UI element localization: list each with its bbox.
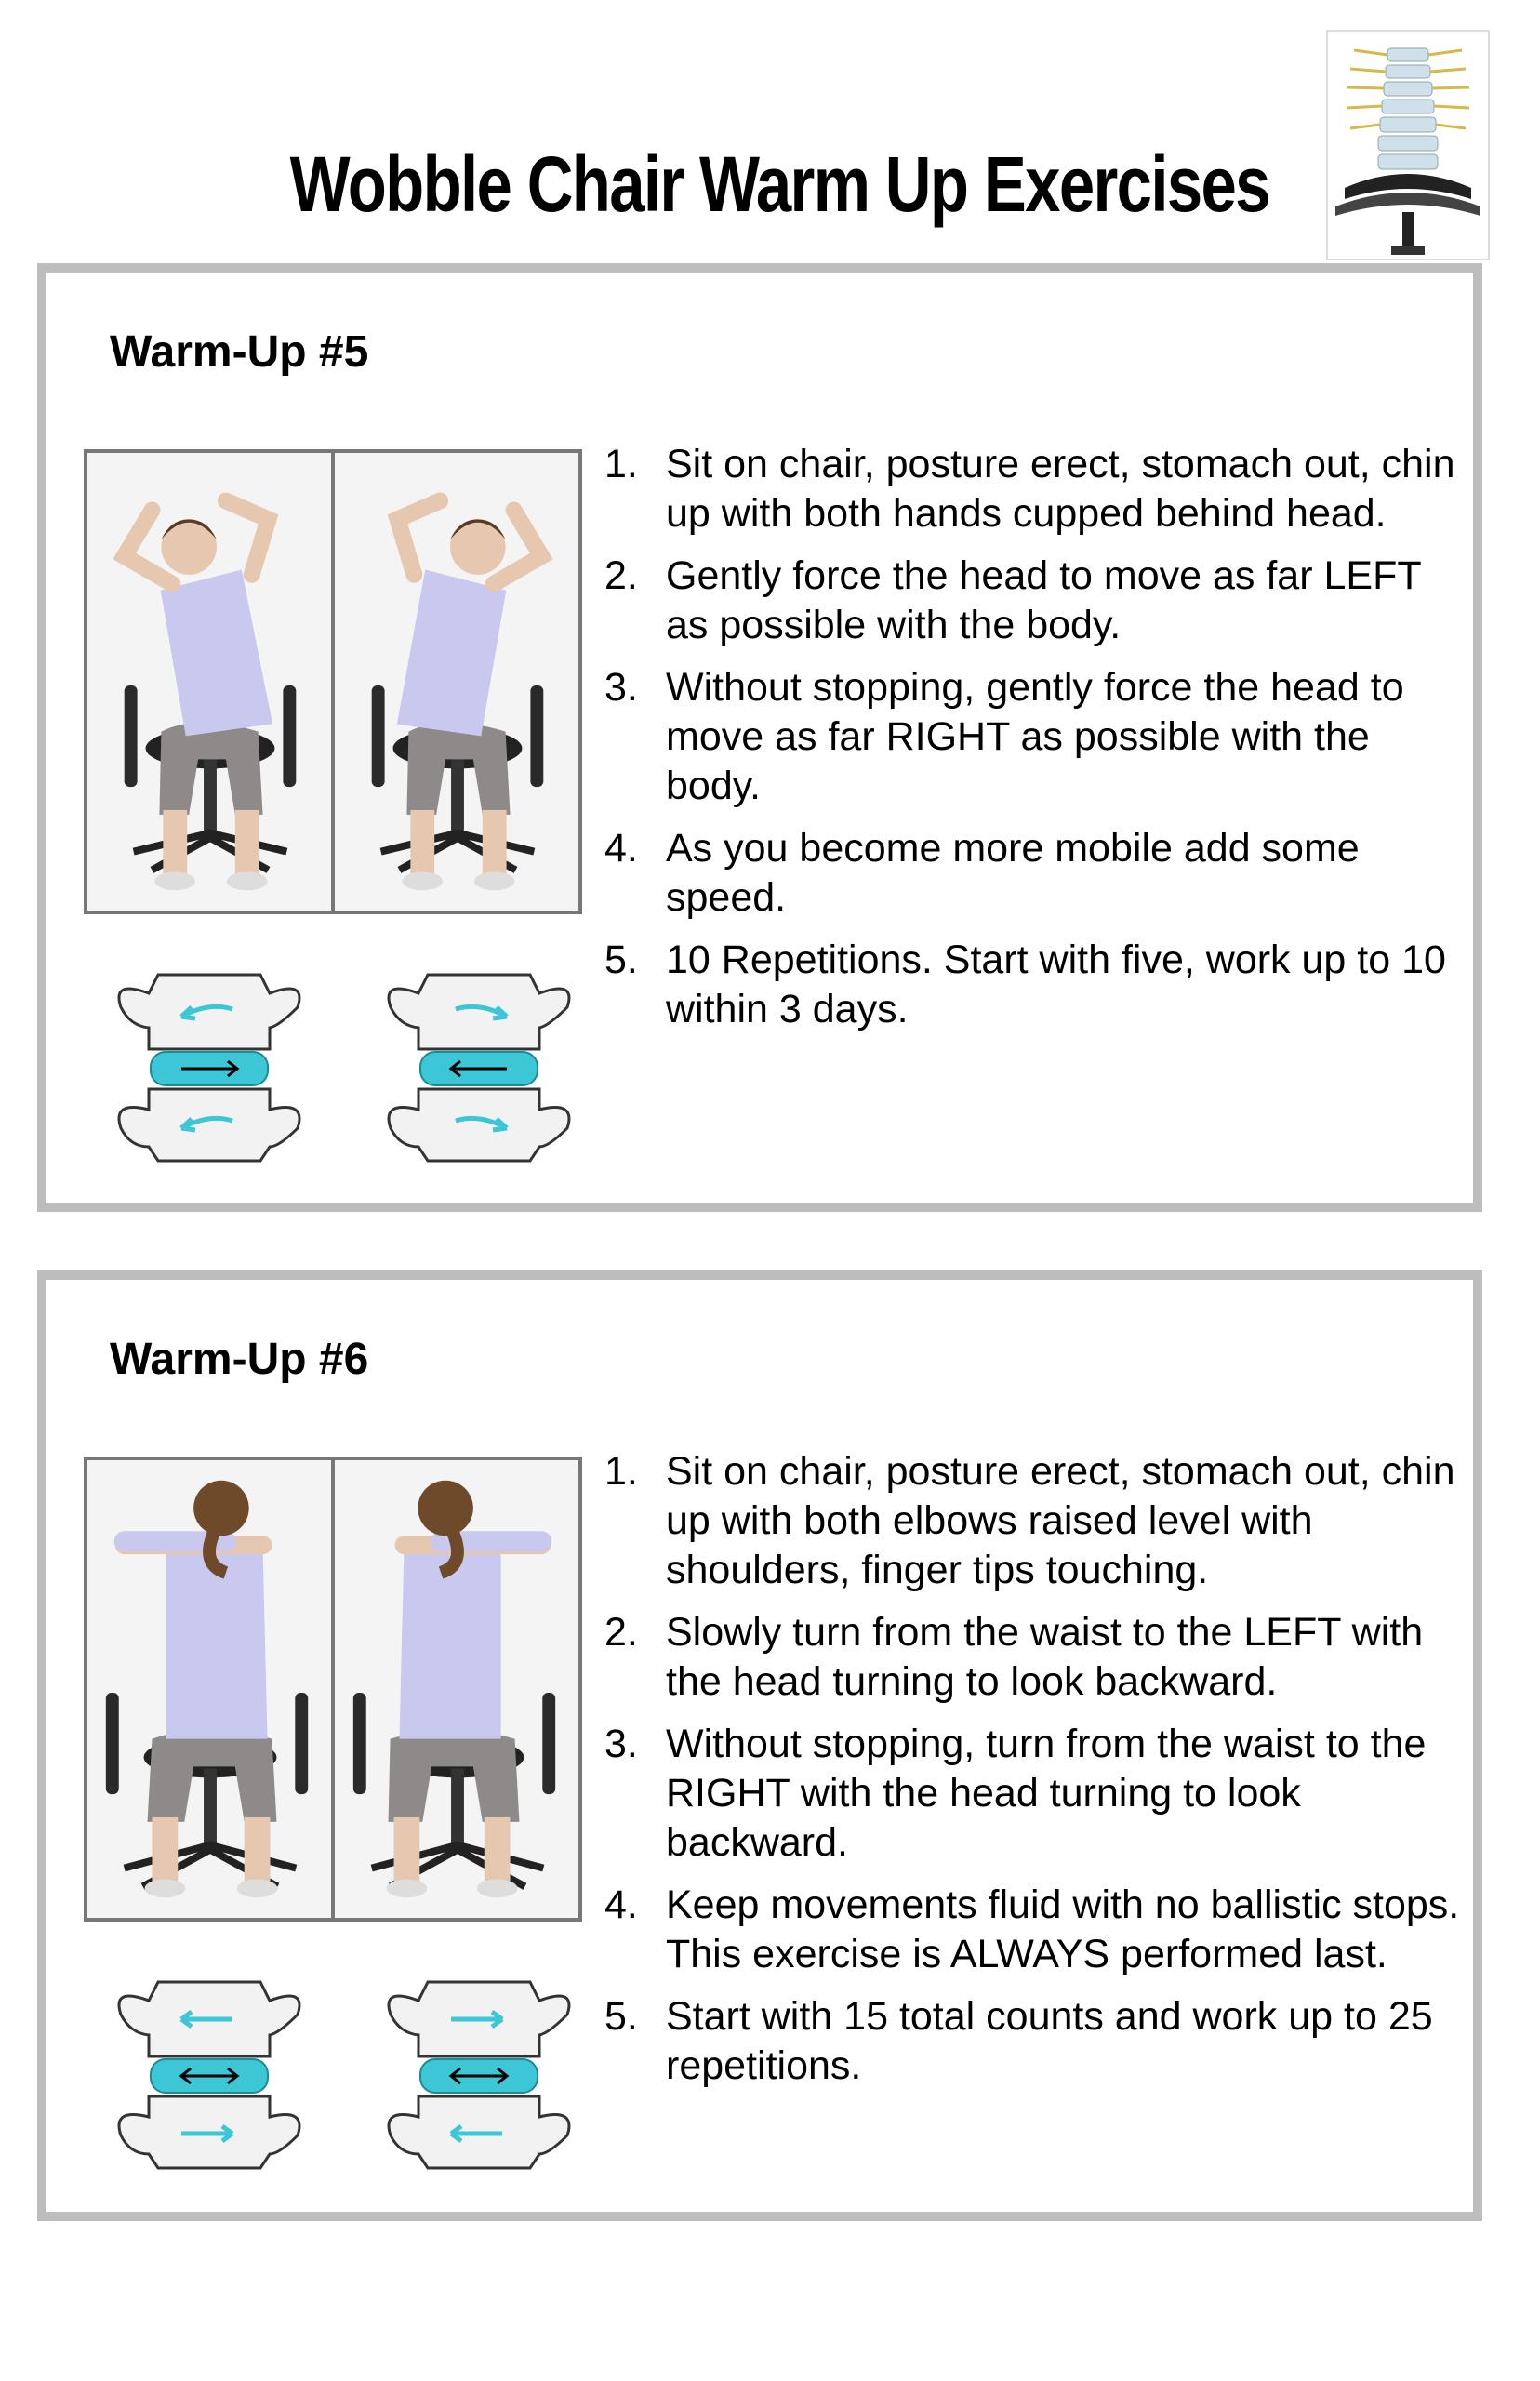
vertebra-rotation-icon: [363, 1968, 595, 2182]
warm-up-6-panel: [37, 1270, 1482, 2221]
step-item: 5. 10 Repetitions. Start with five, work up to 10 within 3 days.: [604, 938, 1446, 1031]
vertebra-rotation-icon: [93, 1968, 325, 2182]
page-title: Wobble Chair Warm Up Exercises: [289, 140, 1269, 228]
warm-up-6-photos: [84, 1457, 582, 1922]
photo-twist-right: [331, 1460, 578, 1918]
photo-lean-right: [331, 453, 578, 911]
warm-up-5-steps: [604, 440, 1469, 1047]
warm-up-5-panel: [37, 263, 1482, 1212]
step-item: 1. Sit on chair, posture erect, stomach out, chin up with both elbows raised level with shoulders, finger tips touching.: [604, 1449, 1455, 1592]
vertebra-rotation-icon: [93, 961, 325, 1175]
warm-up-5-photos: [84, 449, 582, 914]
step-item: 2. Gently force the head to move as far LEFT as possible with the body.: [604, 553, 1421, 647]
step-item: 4. As you become more mobile add some speed.: [604, 826, 1360, 920]
spine-chair-logo-icon: [1326, 30, 1490, 260]
warm-up-5-vertebrae: [93, 961, 595, 1175]
warm-up-6-steps: [604, 1447, 1469, 2104]
step-item: 4. Keep movements fluid with no ballistic stops. This exercise is ALWAYS performed last.: [604, 1882, 1460, 1976]
photo-lean-left: [87, 453, 331, 911]
warm-up-6-vertebrae: [93, 1968, 595, 2182]
vertebra-rotation-icon: [363, 961, 595, 1175]
step-item: 5. Start with 15 total counts and work up to 25 repetitions.: [604, 1994, 1433, 2088]
step-item: 3. Without stopping, gently force the head to move as far RIGHT as possible with the body.: [604, 665, 1404, 808]
step-item: 2. Slowly turn from the waist to the LEFT with the head turning to look backward.: [604, 1610, 1424, 1704]
step-item: 3. Without stopping, turn from the waist to the RIGHT with the head turning to look backward.: [604, 1722, 1427, 1865]
step-item: 1. Sit on chair, posture erect, stomach out, chin up with both hands cupped behind head.: [604, 442, 1455, 536]
warm-up-6-heading: Warm-Up #6: [110, 1335, 369, 1384]
photo-twist-left: [87, 1460, 331, 1918]
warm-up-5-heading: Warm-Up #5: [110, 327, 369, 377]
